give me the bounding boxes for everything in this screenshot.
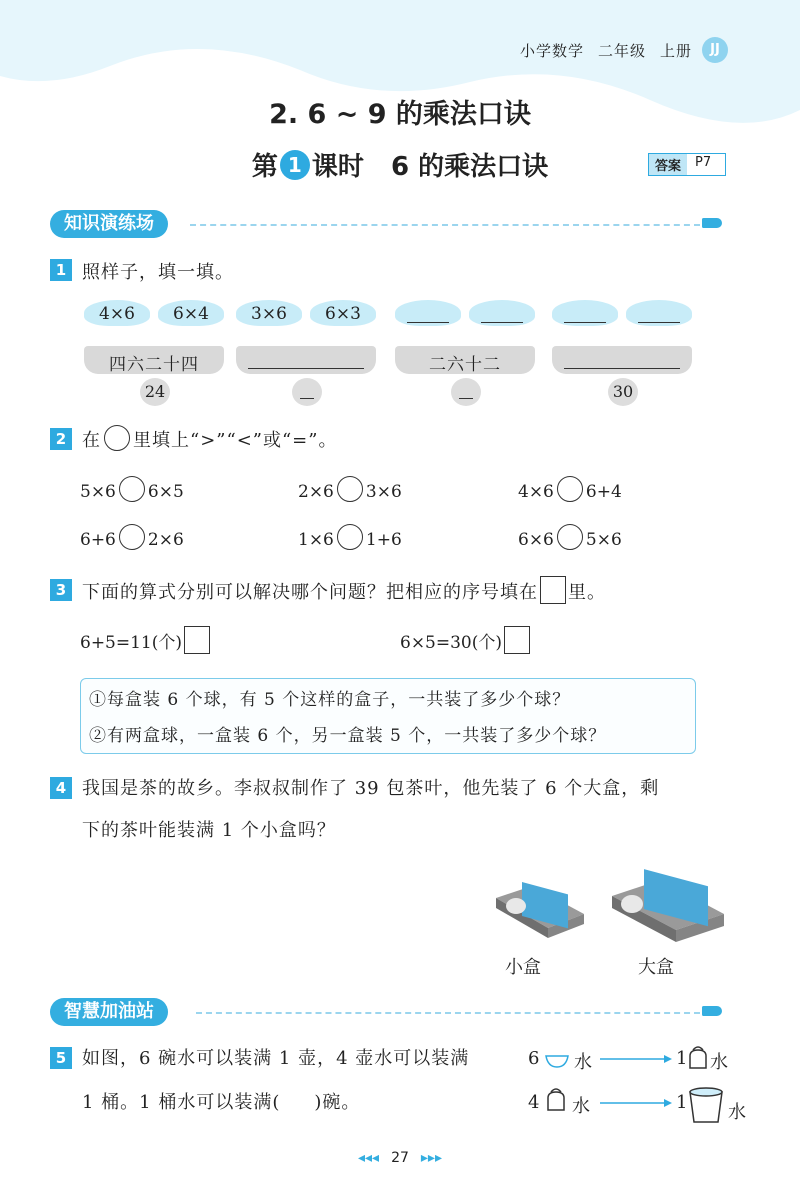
question-number-5: 5 [50, 1047, 72, 1069]
expression-1: 6+5=11(个) [80, 626, 212, 654]
answer-blank[interactable] [481, 322, 523, 323]
compare-item: 1×6 1+6 [298, 524, 402, 550]
question-4-line-2: 下的茶叶能装满 1 个小盒吗？ [82, 820, 336, 841]
pot-2: 3×6 6×3 [236, 300, 376, 410]
page-footer: ◂◂◂ 27 ▸▸▸ [357, 1150, 442, 1166]
page-number: 27 [391, 1150, 409, 1166]
question-5-line-2: 1 桶。1 桶水可以装满( )碗。 [82, 1092, 361, 1113]
question-number-2: 2 [50, 428, 72, 450]
compare-item: 4×6 6+4 [518, 476, 622, 502]
question-3-text: 下面的算式分别可以解决哪个问题？把相应的序号填在 里。 [82, 576, 606, 604]
compare-circle[interactable] [557, 476, 583, 502]
answer-blank[interactable] [248, 368, 364, 369]
pot-3: 二六十二 [395, 300, 535, 410]
compare-item: 5×6 6×5 [80, 476, 184, 502]
bucket-icon [686, 1084, 726, 1124]
option-1: ①每盒装 6 个球，有 5 个这样的盒子，一共装了多少个球？ [89, 690, 571, 710]
compare-circle[interactable] [557, 524, 583, 550]
bowl-icon [544, 1052, 570, 1068]
section-banner-wisdom: 智慧加油站 [50, 998, 722, 1026]
series-label: 小学数学 二年级 上册 [519, 42, 692, 60]
big-box-label: 大盒 [638, 957, 674, 978]
kettle-icon [686, 1044, 710, 1072]
question-number-3: 3 [50, 579, 72, 601]
kettle-icon [544, 1086, 568, 1114]
answer-blank[interactable] [638, 322, 680, 323]
answer-blank[interactable] [564, 368, 680, 369]
question-number-4: 4 [50, 777, 72, 799]
compare-item: 6×6 5×6 [518, 524, 622, 550]
diagram-kettle-to-bucket: 4 水 1 水 [528, 1084, 748, 1124]
diagram-bowl-to-kettle: 6 水 1 水 [528, 1044, 728, 1076]
small-box-label: 小盒 [505, 957, 541, 978]
compare-item: 2×6 3×6 [298, 476, 402, 502]
expression-2: 6×5=30(个) [400, 626, 532, 654]
lesson-number-badge: 1 [280, 150, 310, 180]
options-box [80, 678, 696, 754]
option-2: ②有两盒球，一盒装 6 个，另一盒装 5 个，一共装了多少个球？ [89, 726, 607, 746]
answer-reference: 答案 P7 [648, 153, 726, 176]
answer-blank[interactable] [564, 322, 606, 323]
small-box-icon [492, 858, 592, 938]
compare-item: 6+6 2×6 [80, 524, 184, 550]
answer-box[interactable] [504, 626, 530, 654]
compare-circle[interactable] [119, 524, 145, 550]
answer-blank[interactable] [300, 398, 314, 399]
answer-blank[interactable] [459, 398, 473, 399]
answer-box[interactable] [184, 626, 210, 654]
question-1-text: 照样子，填一填。 [82, 262, 234, 283]
big-box-icon [610, 846, 728, 944]
pot-4: 30 [552, 300, 692, 410]
edition-badge: JJ [702, 37, 728, 63]
question-number-1: 1 [50, 259, 72, 281]
arrow-icon [600, 1054, 672, 1064]
question-2-text: 在 里填上“>”“<”或“=”。 [82, 425, 337, 452]
compare-circle[interactable] [337, 524, 363, 550]
pot-1: 4×6 6×4 四六二十四 24 [84, 300, 224, 410]
answer-blank[interactable] [407, 322, 449, 323]
compare-circle[interactable] [337, 476, 363, 502]
question-4-line-1: 我国是茶的故乡。李叔叔制作了 39 包茶叶，他先装了 6 个大盒，剩 [82, 778, 660, 799]
section-banner-practice: 知识演练场 [50, 210, 722, 238]
lesson-title: 第 1 课时 6 的乘法口诀 [251, 152, 549, 182]
arrow-icon [600, 1098, 672, 1108]
compare-circle[interactable] [119, 476, 145, 502]
chapter-title: 2. 6 ~ 9 的乘法口诀 [269, 99, 531, 130]
question-5-line-1: 如图，6 碗水可以装满 1 壶，4 壶水可以装满 [82, 1048, 470, 1069]
